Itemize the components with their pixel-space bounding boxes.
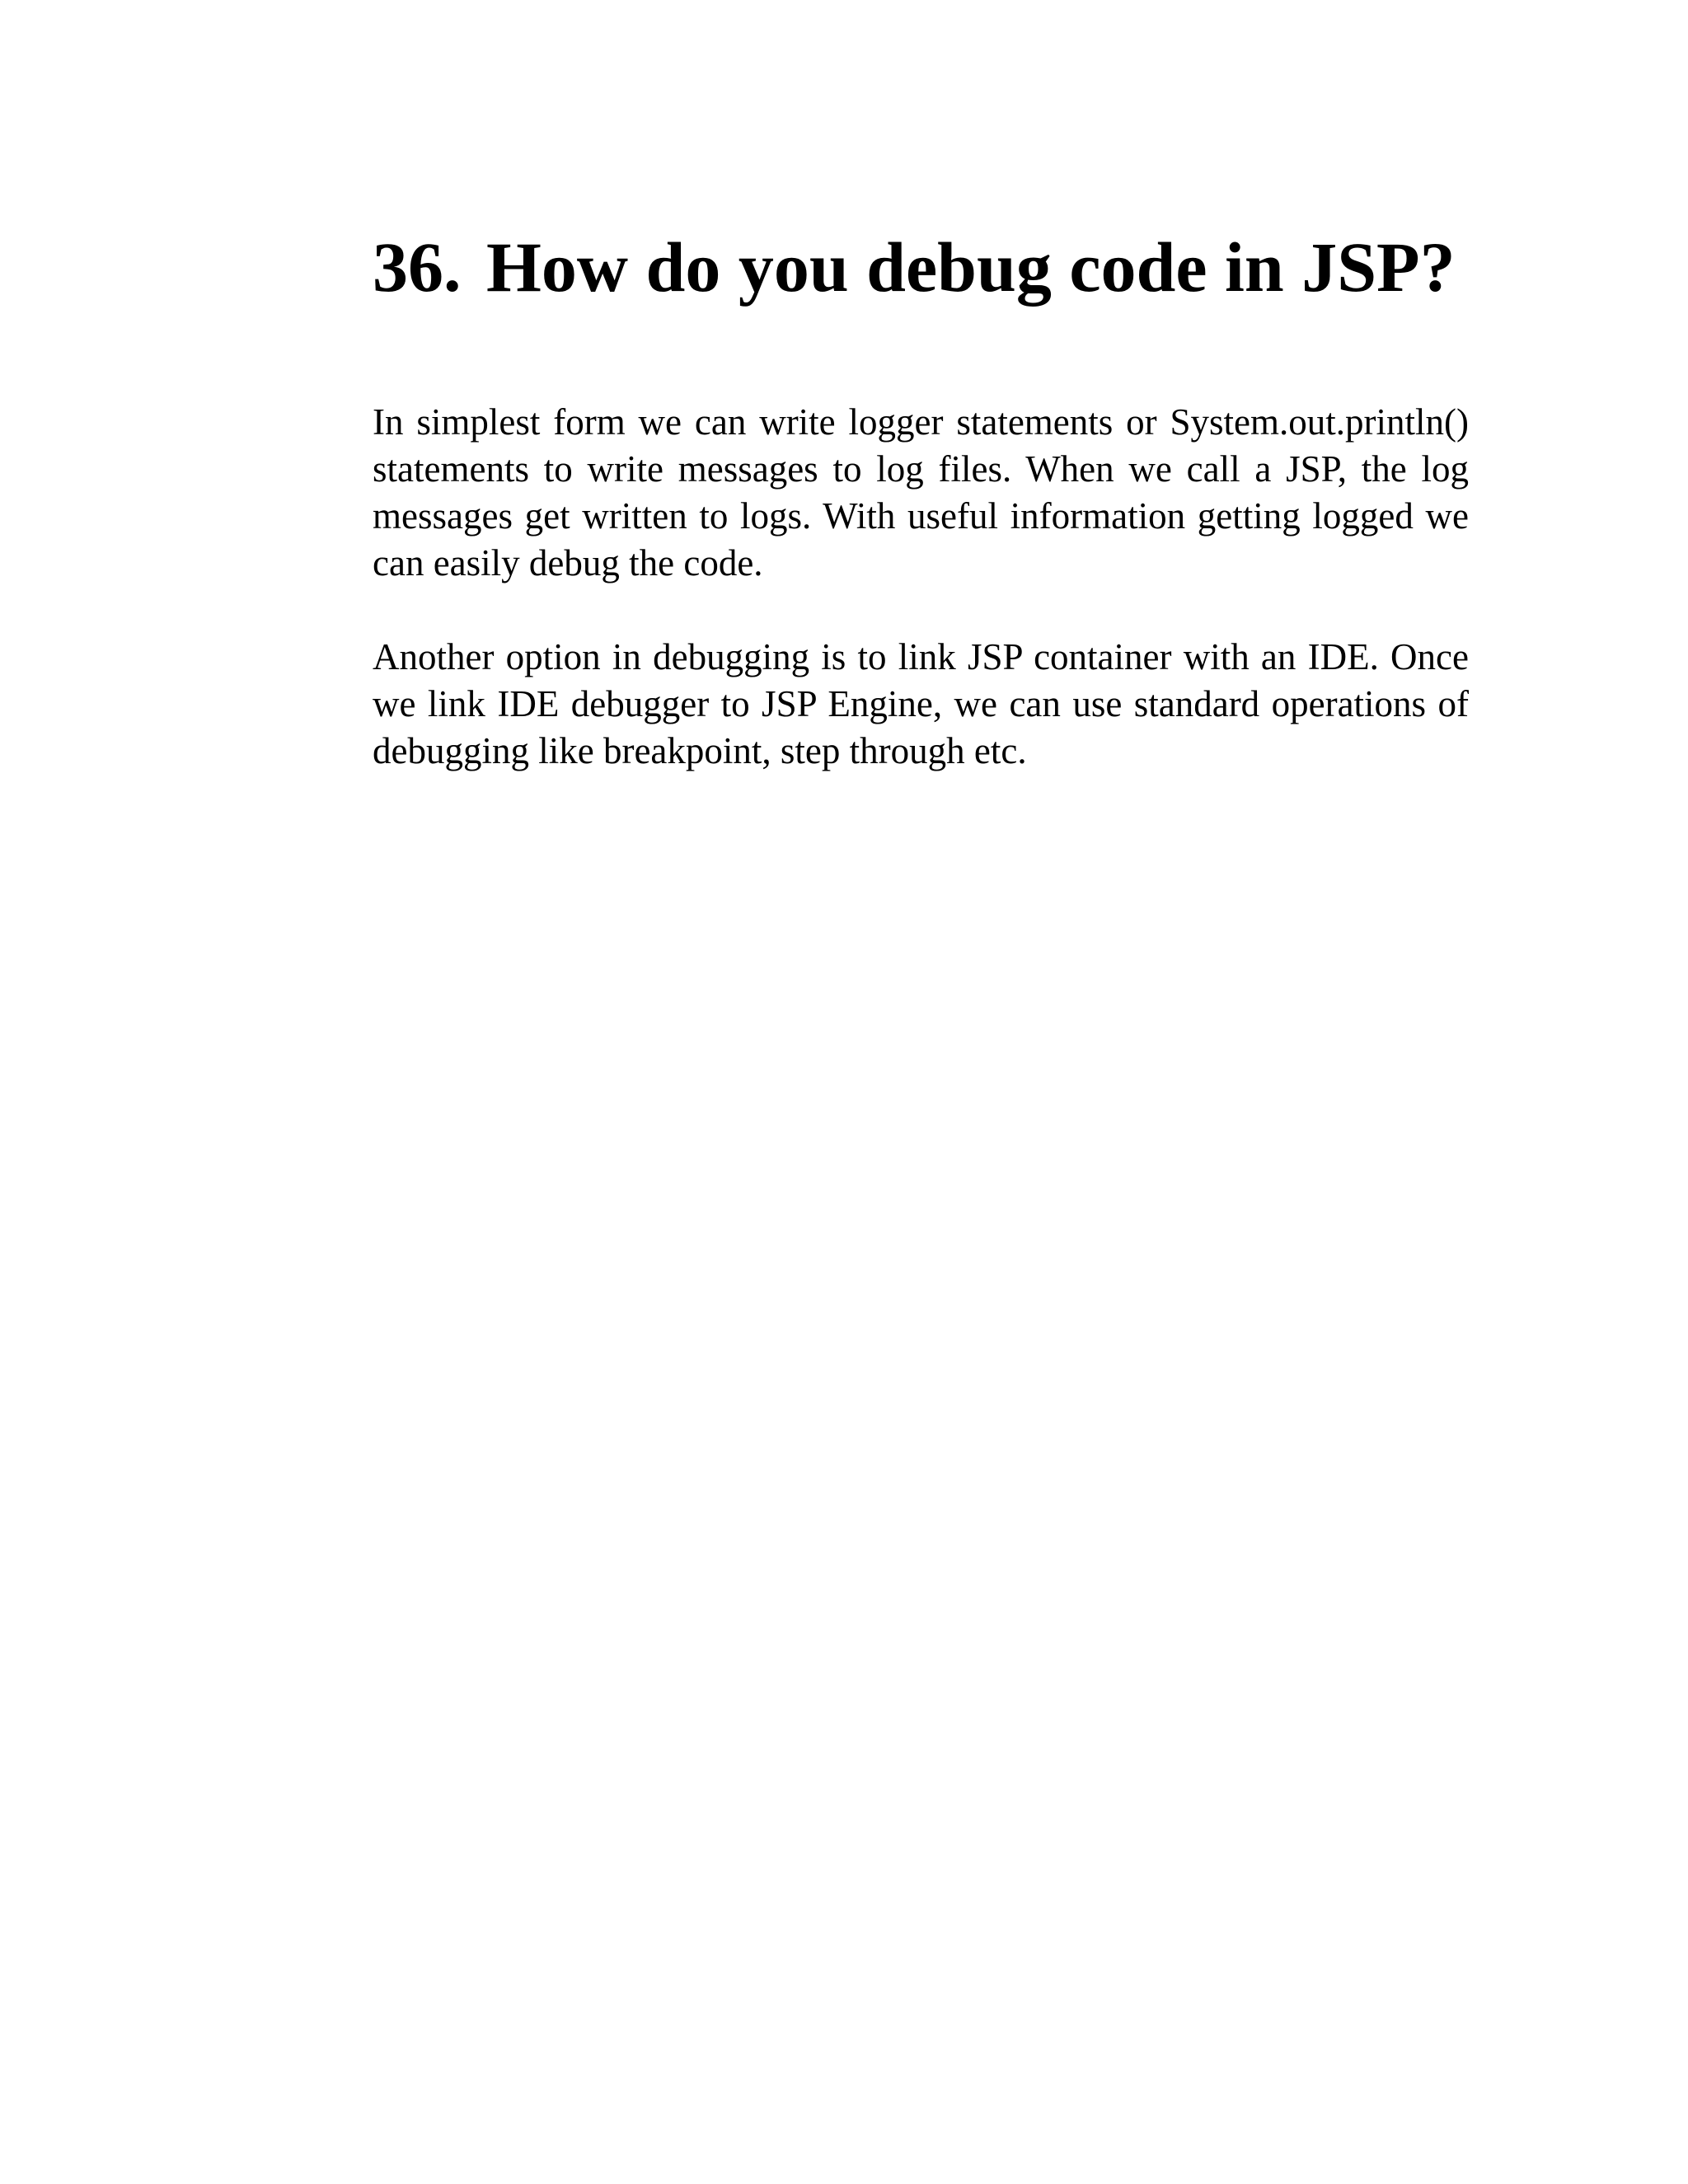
question-title: How do you debug code in JSP? [486,227,1456,307]
page-title [373,221,1469,313]
answer-paragraph-1: In simplest form we can write logger statements or System.out.println() statements to write messages to log files. When we call a JSP, the log messages get written to logs. With useful information getting logged we can easily debug the code. [373,401,1469,583]
question-number: 36. [373,227,462,307]
answer-paragraph-2: Another option in debugging is to link JSP container with an IDE. Once we link IDE debugger to JSP Engine, we can use standard operations of debugging like breakpoint, step through etc. [373,636,1469,771]
page-content [373,221,1469,775]
